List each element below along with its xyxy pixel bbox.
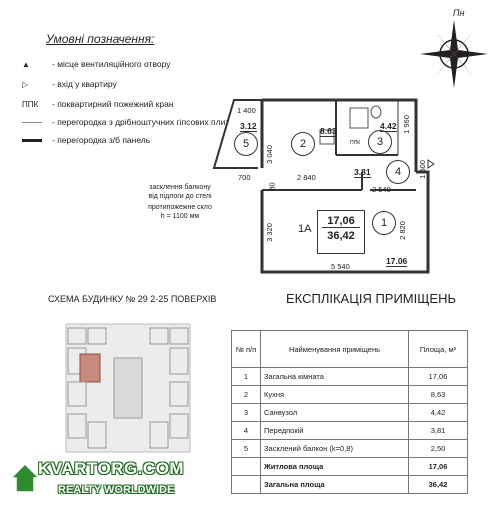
dim-3040: 3 040: [264, 145, 274, 164]
table-row: 1 Загальна кімната 17,06: [232, 368, 468, 386]
room-number-3: 3: [368, 130, 392, 154]
room-number-1: 1: [372, 211, 396, 235]
table-row-total-area: Загальна площа 36,42: [232, 476, 468, 494]
legend-item-ventilation: ▲ - місце вентиляційного отвору: [22, 59, 171, 69]
area-room-3: 4.42: [380, 121, 397, 131]
dim-2820: 2 820: [397, 221, 407, 240]
dim-2840: 2 840: [297, 173, 316, 182]
note-fire-glass: протипожежне скло h = 1100 мм: [148, 204, 212, 220]
living-area: 17,06: [322, 215, 360, 228]
building-scheme: [58, 318, 198, 458]
legend-title: Умовні позначення:: [46, 32, 155, 46]
dim-5540: 5 540: [331, 262, 350, 271]
area-room-5: 3.12: [240, 121, 257, 131]
apartment-code: 1А: [298, 223, 312, 235]
area-room-2: 8.63: [320, 126, 337, 136]
dim-2540: 2 540: [372, 185, 391, 194]
dim-80: 80: [267, 182, 277, 191]
total-area: 36,42: [327, 230, 355, 242]
table-row: 5 Засклений балкон (k=0,8) 2,50: [232, 440, 468, 458]
table-row-living-area: Житлова площа 17,06: [232, 458, 468, 476]
legend-item-fire-crane: ППК - поквартирний пожежний кран: [22, 99, 174, 109]
house-logo-icon: [10, 462, 40, 494]
explication-table: [231, 330, 468, 494]
note-balcony-glazing: засклення балкону від підлоги до стелі: [148, 184, 212, 200]
area-room-1: 17.06: [386, 256, 408, 266]
watermark-brand: KVARTORG.COM: [38, 459, 185, 478]
ppk-label: ППК: [350, 140, 361, 146]
header-num: № п/п: [232, 331, 261, 368]
ppk-label: ППК: [22, 100, 39, 109]
dim-700: 700: [238, 173, 251, 182]
area-room-4: 3.81: [354, 167, 371, 177]
header-name: Найменування приміщень: [261, 331, 409, 368]
legend-item-entrance: ▷ - вхід у квартиру: [22, 79, 117, 89]
legend-item-gypsum-partition: - перегородка з дрібноштучних гіпсових плит: [22, 116, 229, 128]
dim-1960: 1 960: [401, 115, 411, 134]
apartment-area-box: [298, 210, 365, 254]
dim-1500: 1 500: [417, 160, 427, 179]
room-number-4: 4: [386, 160, 410, 184]
room-number-5: 5: [234, 132, 258, 156]
explication-title: ЕКСПЛІКАЦІЯ ПРИМІЩЕНЬ: [286, 291, 457, 306]
building-scheme-title: СХЕМА БУДИНКУ № 29 2-25 ПОВЕРХІВ: [48, 294, 217, 304]
table-row: 4 Передпокій 3,81: [232, 422, 468, 440]
compass-label: Пн: [453, 8, 465, 18]
legend-item-concrete-partition: - перегородка з/б панель: [22, 134, 150, 146]
dim-1400: 1 400: [237, 106, 256, 115]
room-number-2: 2: [291, 132, 315, 156]
entrance-icon: ▷: [22, 80, 29, 89]
table-row: 3 Санвузол 4,42: [232, 404, 468, 422]
dim-3320: 3 320: [264, 223, 274, 242]
watermark-tagline: REALTY WORLDWIDE: [58, 484, 175, 496]
table-header-row: [232, 331, 468, 368]
header-area: Площа, м²: [409, 331, 468, 368]
table-row: 2 Кухня 8,63: [232, 386, 468, 404]
triangle-icon: ▲: [22, 60, 30, 69]
